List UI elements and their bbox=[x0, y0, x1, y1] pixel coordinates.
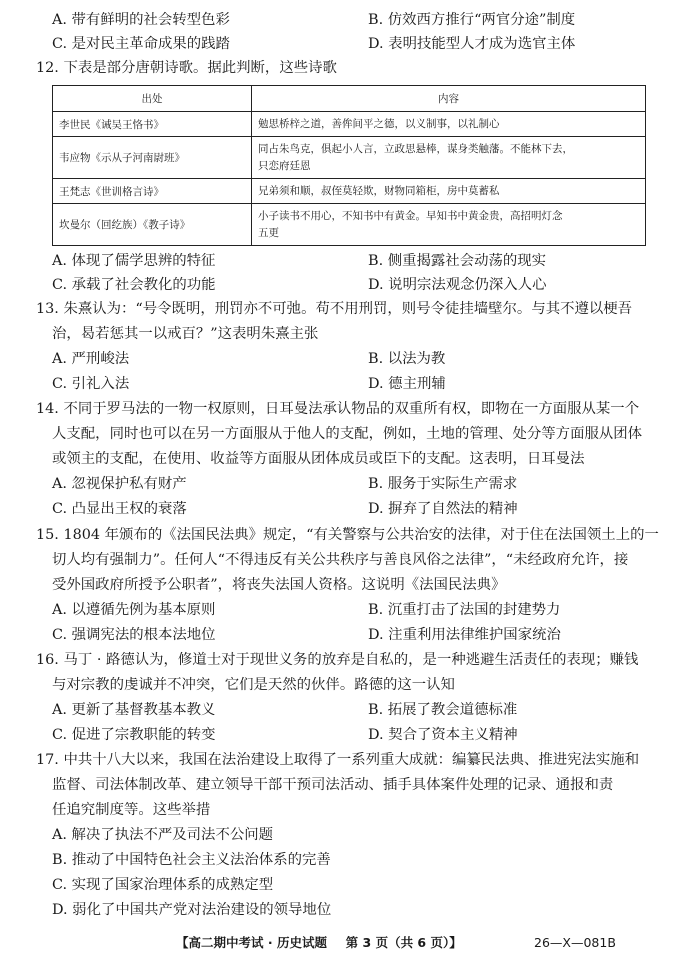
table-row bbox=[53, 204, 646, 246]
q17-option-c: C. 实现了国家治理体系的成熟定型 bbox=[52, 877, 274, 893]
q17-option-a: A. 解决了执法不严及司法不公问题 bbox=[52, 827, 274, 843]
content-line: 小子读书不用心，不知书中有黄金。早知书中黄金贵，高招明灯念 bbox=[258, 209, 563, 222]
q15-option-c: C. 强调宪法的根本法地位 bbox=[52, 627, 216, 643]
q14-stem-line-3: 或领主的支配，在使用、收益等方面服从团体成员或臣下的支配。这表明，日耳曼法 bbox=[52, 451, 585, 467]
q17-stem-line-2: 监督、司法体制改革、建立领导干部干预司法活动、插手具体案件处理的记录、通报和责 bbox=[52, 777, 614, 793]
q16-stem-line-2: 与对宗教的虔诚并不冲突，它们是天然的伙伴。路德的这一认知 bbox=[52, 677, 455, 693]
poem-table bbox=[52, 85, 646, 246]
table-row bbox=[53, 112, 646, 137]
q12-option-d: D. 说明宗法观念仍深入人心 bbox=[368, 277, 547, 293]
table-cell-source: 坎曼尔（回纥族）《教子诗》 bbox=[53, 204, 252, 246]
q15-option-a: A. 以遵循先例为基本原则 bbox=[52, 602, 216, 618]
q14-option-d: D. 摒弃了自然法的精神 bbox=[368, 501, 518, 517]
q13-option-a: A. 严刑峻法 bbox=[52, 351, 130, 367]
table-cell-source: 韦应物《示从子河南尉班》 bbox=[53, 137, 252, 179]
q16-stem-line-1: 16. 马丁 · 路德认为，修道士对于现世义务的放弃是自私的，是一种逃避生活责任的表现；赚钱 bbox=[36, 652, 639, 668]
q15-stem-line-3: 受外国政府所授予公职者”，将丧失法国人资格。这说明《法国民法典》 bbox=[52, 577, 506, 593]
footer-code: 26—X—081B bbox=[534, 935, 616, 950]
q11-option-b: B. 仿效西方推行“两官分途”制度 bbox=[368, 12, 576, 28]
q15-option-d: D. 注重利用法律维护国家统治 bbox=[368, 627, 561, 643]
q14-stem-line-2: 人支配，同时也可以在另一方面服从于他人的支配，例如，土地的管理、处分等方面服从团体 bbox=[52, 426, 643, 442]
q17-stem-line-3: 任追究制度等。这些举措 bbox=[52, 802, 211, 818]
q14-option-a: A. 忽视保护私有财产 bbox=[52, 476, 187, 492]
q14-option-b: B. 服务于实际生产需求 bbox=[368, 476, 518, 492]
table-header-source: 出处 bbox=[53, 86, 252, 112]
q15-option-b: B. 沉重打击了法国的封建势力 bbox=[368, 602, 561, 618]
table-cell-source: 王梵志《世训格言诗》 bbox=[53, 179, 252, 204]
q16-option-c: C. 促进了宗教职能的转变 bbox=[52, 727, 216, 743]
content-line: 只恋府廷恩 bbox=[258, 159, 311, 172]
footer-title: 【高二期中考试 · 历史试题 bbox=[176, 935, 327, 950]
q13-option-c: C. 引礼入法 bbox=[52, 376, 130, 392]
table-header-row bbox=[53, 86, 646, 112]
table-cell-source: 李世民《诫吴王恪书》 bbox=[53, 112, 252, 137]
q12-stem: 12. 下表是部分唐朝诗歌。据此判断，这些诗歌 bbox=[36, 60, 337, 76]
table-cell-content bbox=[252, 204, 646, 246]
q17-stem-line-1: 17. 中共十八大以来，我国在法治建设上取得了一系列重大成就：编纂民法典、推进宪法实施和 bbox=[36, 752, 640, 768]
q15-stem-line-2: 切人均有强制力”。任何人“不得违反有关公共秩序与善良风俗之法律”，“未经政府允许，接 bbox=[52, 552, 629, 568]
table-row bbox=[53, 179, 646, 204]
q13-option-b: B. 以法为教 bbox=[368, 351, 446, 367]
content-line: 勉思桥梓之道，善侔间平之德，以义制事，以礼制心 bbox=[258, 117, 500, 130]
q14-option-c: C. 凸显出王权的衰落 bbox=[52, 501, 187, 517]
q11-option-d: D. 表明技能型人才成为选官主体 bbox=[368, 36, 576, 52]
q12-option-b: B. 侧重揭露社会动荡的现实 bbox=[368, 253, 547, 269]
q16-option-a: A. 更新了基督教基本教义 bbox=[52, 702, 216, 718]
q12-option-c: C. 承载了社会教化的功能 bbox=[52, 277, 216, 293]
q16-option-b: B. 拓展了教会道德标准 bbox=[368, 702, 518, 718]
q14-stem-line-1: 14. 不同于罗马法的一物一权原则，日耳曼法承认物品的双重所有权，即物在一方面服从某一个 bbox=[36, 401, 640, 417]
q13-stem-line-1: 13. 朱熹认为：“号令既明，刑罚亦不可弛。苟不用刑罚，则号令徒挂墙壁尔。与其不遵以梗吾 bbox=[36, 301, 633, 317]
q11-option-c: C. 是对民主革命成果的践踏 bbox=[52, 36, 230, 52]
q17-option-d: D. 弱化了中国共产党对法治建设的领导地位 bbox=[52, 902, 332, 918]
q11-option-a: A. 带有鲜明的社会转型色彩 bbox=[52, 12, 230, 28]
q15-stem-line-1: 15. 1804 年颁布的《法国民法典》规定，“有关警察与公共治安的法律，对于住在法国领土上的一 bbox=[36, 527, 659, 543]
content-line: 五更 bbox=[258, 226, 279, 239]
footer-page-number: 第 3 页（共 6 页）】 bbox=[345, 935, 462, 950]
page-footer bbox=[176, 934, 462, 952]
q13-stem-line-2: 治，曷若惩其一以戒百？”这表明朱熹主张 bbox=[52, 326, 319, 342]
table-header-content: 内容 bbox=[252, 86, 646, 112]
table-row bbox=[53, 137, 646, 179]
content-line: 同占朱鸟克，俱起小人言，立政思悬棒，谋身类触藩。不能林下去， bbox=[258, 142, 573, 155]
q13-option-d: D. 德主刑辅 bbox=[368, 376, 446, 392]
q16-option-d: D. 契合了资本主义精神 bbox=[368, 727, 518, 743]
q12-option-a: A. 体现了儒学思辨的特征 bbox=[52, 253, 216, 269]
content-line: 兄弟须和顺，叔侄莫轻欺，财物同箱柜，房中莫蓄私 bbox=[258, 184, 500, 197]
table-cell-content bbox=[252, 179, 646, 204]
table-cell-content bbox=[252, 112, 646, 137]
table-cell-content bbox=[252, 137, 646, 179]
q17-option-b: B. 推动了中国特色社会主义法治体系的完善 bbox=[52, 852, 331, 868]
